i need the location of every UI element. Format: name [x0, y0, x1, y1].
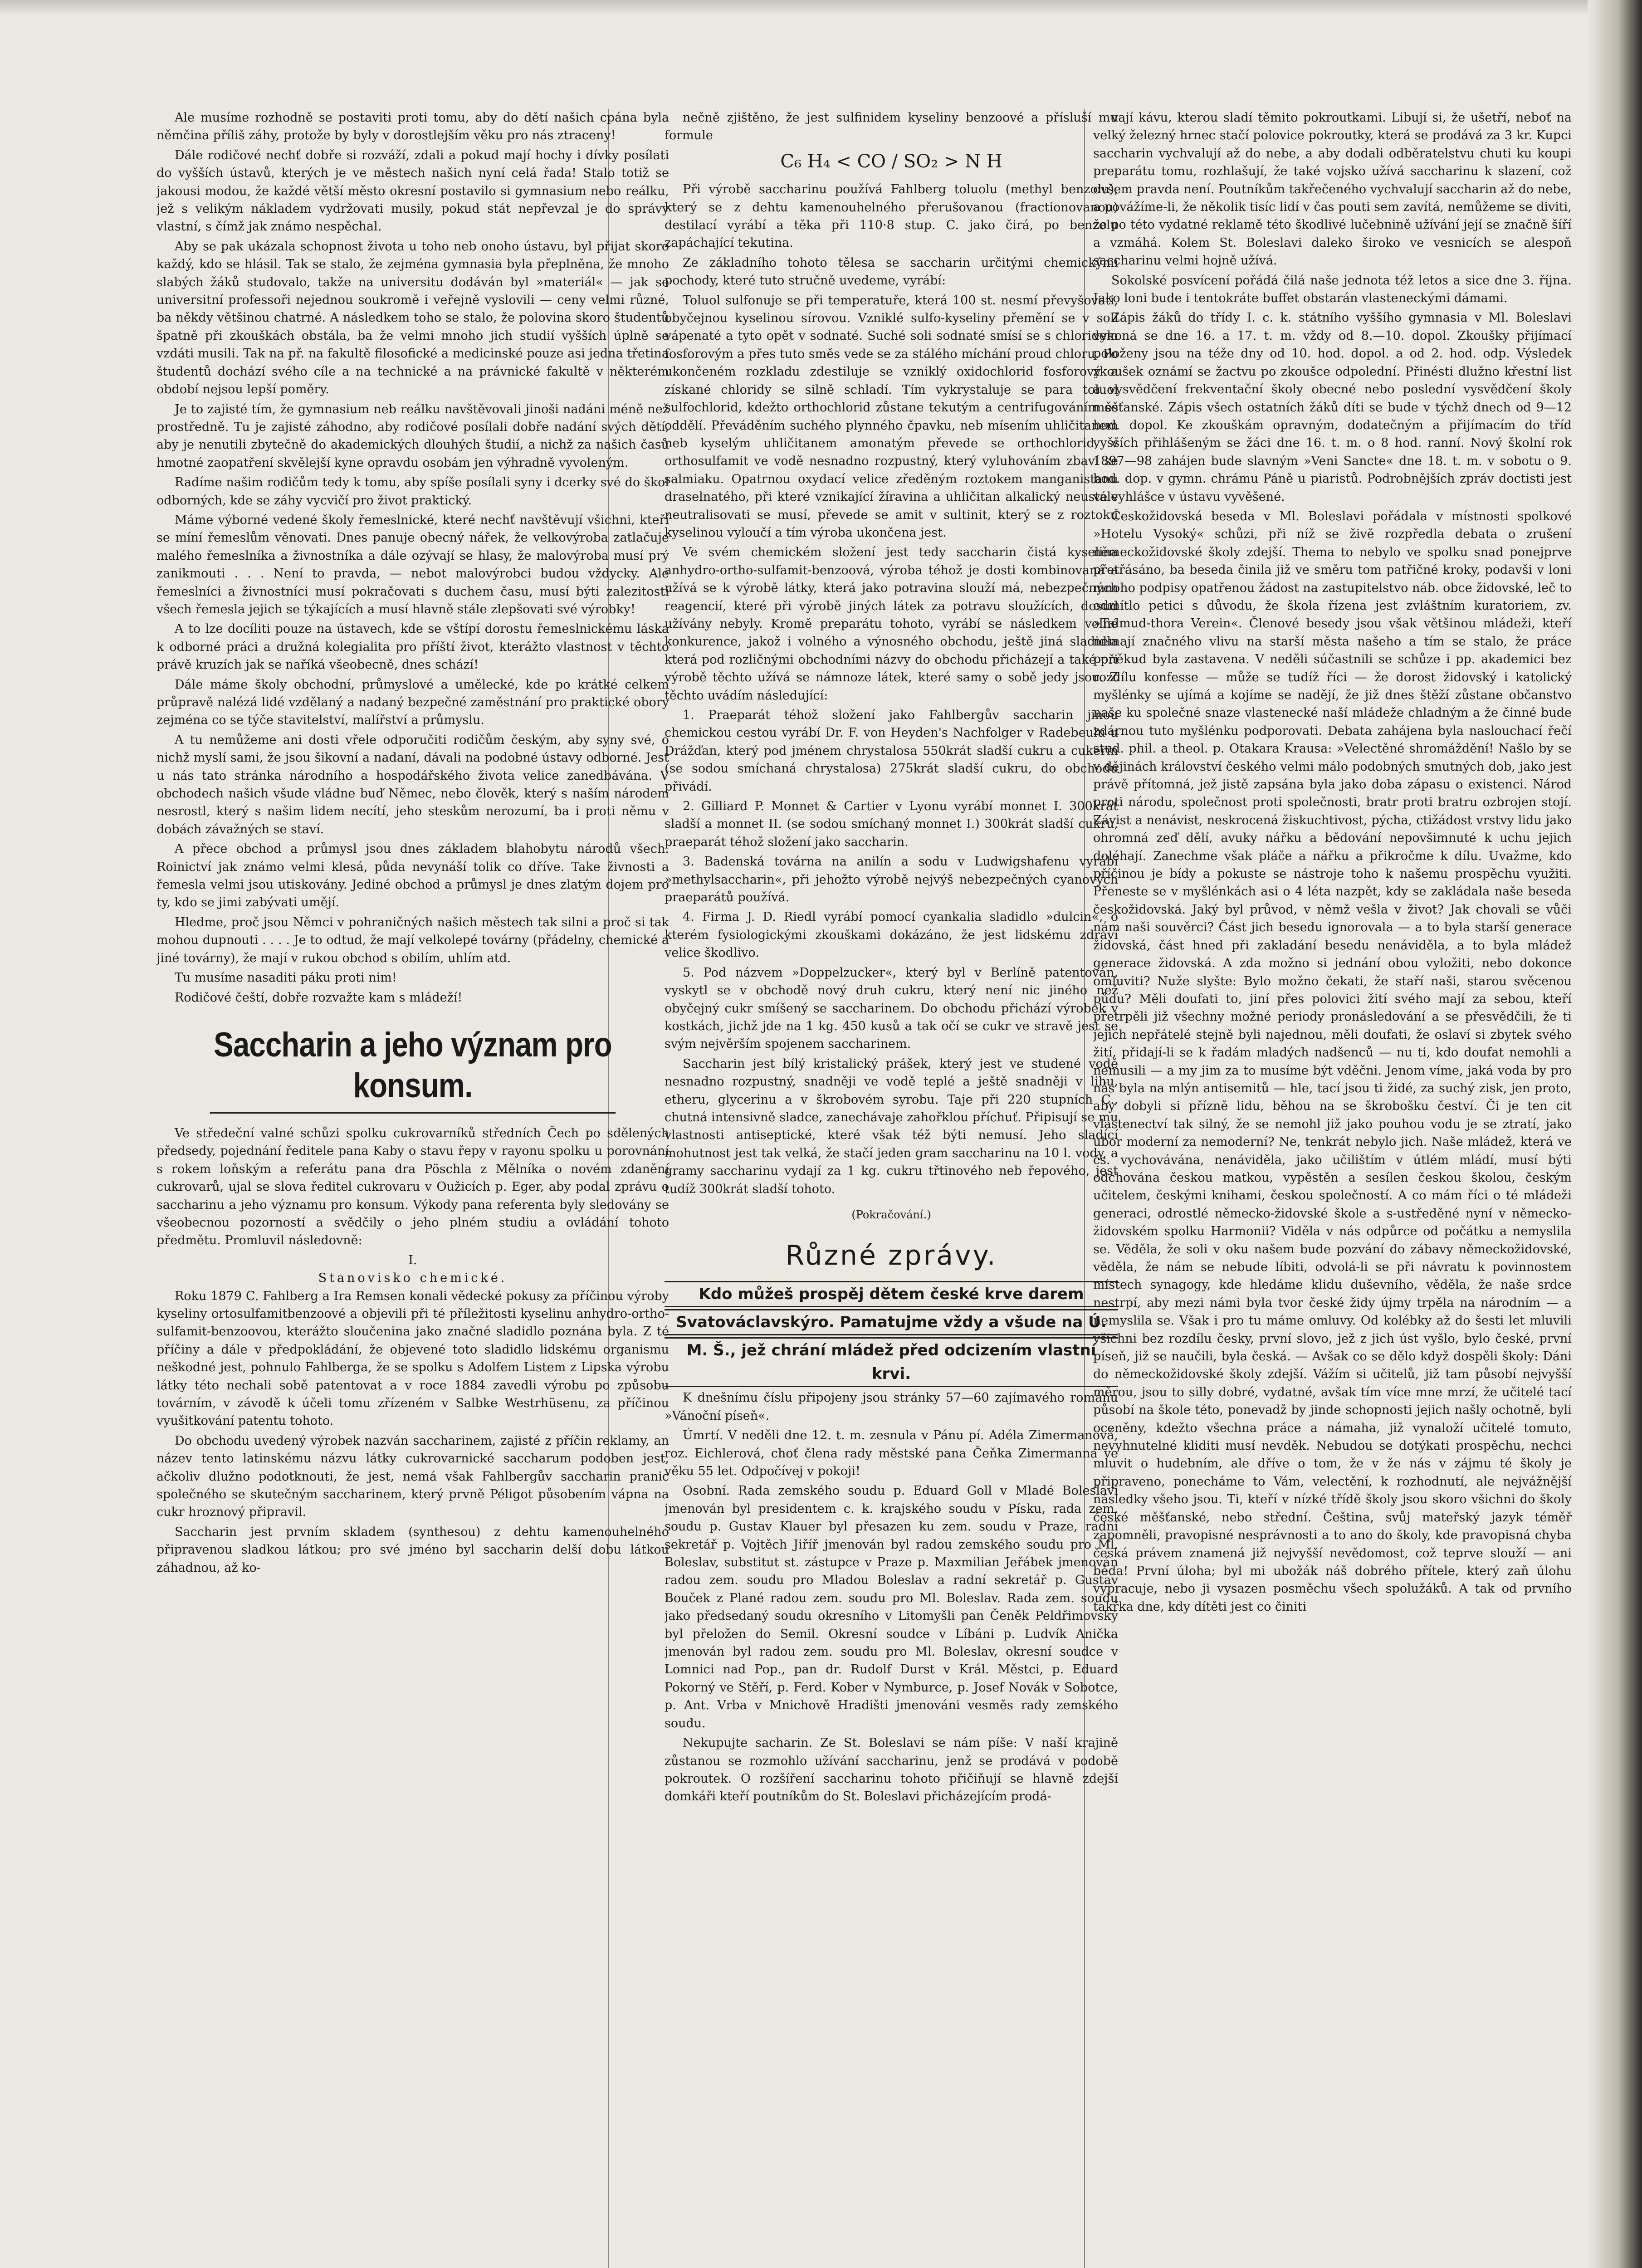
column-2-intro: [665, 109, 1118, 145]
paragraph: Ale musíme rozhodně se postaviti proti tomu, aby do dětí našich cpána byla němčina příliš záhy, protože by byly v dorostlejším věku pro nás ztraceny!: [156, 111, 669, 143]
paragraph: Českožidovská beseda v Ml. Boleslavi pořádala v místnosti spolkové »Hotelu Vysoký« schůzi, při níž se živě rozpředla debata o zrušení německožidovské školy zdejší. Thema to nebylo ve spolku snad ponejprve přetřásáno, ba beseda činila již ve směru tom patřičné kroky, podavši v loni mnoho podpisy opatřenou žádost na zastupitelstvo náb. obce židovské, leč to odmítlo petici s důvodu, že škola řízena jest zvláštním kuratoriem, zv. »Talmud-thora Verein«. Členové besedy jsou však většinou mládeži, kteří nemají značného vlivu na starší města našeho a tím se stalo, že práce poněkud byla zastavena. V neděli súčastnili se schůze i pp. akademici bez rozdílu konfesse — může se tudíž říci — že dorost židovský i katolický myšlénky se ujímá a kojíme se nadějí, že již dnes štěží zůstane občanstvo naše ku společné snaze vlastenecké naší mládeže chladným a že činné bude zdárnou tuto myšlénku podporovati. Debata zahájena byla naslouchací řečí stud. phil. a theol. p. Otakara Krausa: »Velectěné shromáždění! Našlo by se v dějinách království českého velmi málo podobných smutných dob, jako jest právě přítomná, jež jistě zapsána byla jako doba zápasu o existenci. Národ proti národu, společnost proti společnosti, bratr proti bratru ozbrojen stojí. Závist a nenávist, neskrocená žiskuchtivost, pýcha, ctižádost vrstvy lidu jako ohromná zeď dělí, avuky nářku a bědování nepovšimnuté k uchu jejich doléhají. Zanechme však pláče a nářku a přikročme k dílu. Uvažme, kdo příčinou je bídy a pokuste se nástroje toho k našemu prospěchu využiti. Přeneste se v myšlénkách asi o 4 léta nazpět, kdy se zakládala naše beseda českožidovská. Jaký byl průvod, v němž vešla v život? Jak chovali se vůči nám naši souvěrci? Část jich besedu ignorovala — a to byla starší generace židovská, část hned při zakladání besedu nenáviděla, a to byla mládež generace židovská. A zda možno si jednání obou vyložiti, nebo dokonce omluviti? Nuže slyšte: Bylo možno čekati, že staří naši, starou svěcenou půdu? Měli doufati to, jiní přes polovici žití svého mají za sebou, kteří přetrpěli již všechny možné periody pronásledování a se přesvědčili, že ti jejich nepřátelé stejně byli najednou, měli doufati, že oslaví si zbytek svého žití, přidají-li se k řadám mladých nadšenců — nu ti, kdo doufat nemohli a nemusili — a my jim za to musíme být vděčni. Jenom víme, jaká voda by pro nás byla na mlýn antisemitů — hle, tací jsou ti židé, za suchý zisk, jen proto, aby dobyli si přízně lidu, běhou na se škrobošku čeství. Či je ten cit vlastenectví tak silný, že se nemohl již jako pouhou vodu je se ztratí, jako ubor moderní za nemoderní? Ne, tenkrát nebylo jich. Naše mládež, která ve čs. vychovávána, nenáviděla, jako učilištím v útlém mládí, musí býti odchována českou matkou, vypěstěn a sesílen českou školou, českým učitelem, českými knihami, českou společností. A co mám říci o té mládeži generaci, odrostlé německo-židovské škole a s-ustředěné nyní v německo-židovském spolku Harmonii? Viděla v nás odpůrce od počátku a nemyslila se. Věděla, že soli v oku našem bude pozvání do zábavy německožidovské, věděla, že nám se nebude líbiti, odvolá-li se při návratu k povinnostem místech synagogy, kde hledáme klidu duševního, věděla, že naše srdce nestrpí, aby mezi námi byla tvor české židy újmy trpěla na národním — a nemyslila se. Však i pro tu máme omluvy. Od kolébky až do šesti let mluvili všichni bez rozdílu česky, první slovo, jež z jich úst vyšlo, bylo české, první píseň, již se naučili, byla česká. — Avšak co se dělo když dospěli školy: Dáni do německožidovské školy zdejší. Vážím si učitelů, již tam působí nejvyšší měrou, jsou to silly dobré, vydatné, avšak tím více mne mrzí, že učitelé tací působí na škole této, ponevadž by jinde schopnosti jejich našly ochotně, byli oceněny, kdežto všechna práce a námaha, již vynaloží učitelé tomuto, nevyhnutelné kliditi musí nevděk. Nebudou se dotýkati prospěchu, nechci mluvit o hudebním, ale dříve o tom, že v že nás v zájmu té školy je připraveno, ponecháme to Vám, velectění, k rozhodnutí, ale nejvážnější následky všeho jsou. Ti, kteří v nízké třídě školy jsou skoro všichni do školy české měšťanské, nebo střední. Čeština, svůj mateřský jazyk téměř zapomněli, pravopisné nesprávnosti a to ano do školy, kde pravopisná chyba česká právem znamená již nejvyšší nevědomost, což teprve slouží — ani běda! První úloha; byl mi ubožák náš dobrého přítele, který zaň úlohu vypracuje, nebo ji vysazen posměchu všech spolužáků. A tak od prvního takřka dne, kdy dítěti jest co činiti: [1093, 509, 1572, 1614]
banner-line: Kdo můžeš prospěj dětem české krve darem: [665, 1281, 1118, 1307]
paragraph: Dále máme školy obchodní, průmyslové a umělecké, kde po krátké celkem průpravě nalézá lidé vzdělaný a nadaný bezpečné zaměstnání pro praktické obory zejména co se týče stavitelství, malířství a průmyslu.: [156, 677, 669, 728]
paragraph: Při výrobě saccharinu používá Fahlberg toluolu (methyl benzolu), který se z dehtu kamenouhelného přerušovanou (fractionovanou) destilací vyrábí a těka při 110·8 stup. C. jako čirá, po benzolu zapáchající tekutina.: [665, 182, 1118, 250]
news-paragraphs: [665, 1389, 1118, 1805]
paragraph: A tu nemůžeme ani dosti vřele odporučiti rodičům českým, aby syny své, o nichž myslí sami, že jsou šikovní a nadaní, dávali na podobné ústavy odborné. Jest u nás tato stránka národního a hospodářského života velice zanedbávána. V obchodech našich všude vládne buď Němec, nebo člověk, který s naším národem nesrostl, který s našim lidem necítí, jeho steskům nerozumí, ba i proti němu v dobách závažných se staví.: [156, 733, 669, 836]
paragraph: A to lze docíliti pouze na ústavech, kde se vštípí dorostu řemeslnickému láska k odborné práci a družná kolegialita pro příští život, kterážto vlastnost v těchto právě kruzích jak se naříká všeobecně, dnes schází!: [156, 622, 669, 672]
paragraph: Je to zajisté tím, že gymnasium neb reálku navštěvovali jinoši nadáni méně než prostředně. Tu je zajisté záhodno, aby rodičové posílali dobře nadání svých dětí, aby je nenutili zbytečně do akademických dlouhých študií, a nichž za našich časů hmotné zaopatření skvělejší kyne opravdu osobám jen výhradně vyvoleným.: [156, 402, 669, 470]
paragraph: Hledme, proč jsou Němci v pohraničných našich městech tak silni a proč si tak mohou dupnouti . . . . Je to odtud, že mají velkolepé továrny (přádelny, chemické a jiné továrny), že mají v rukou obchod s obilím, uhlím atd.: [156, 915, 669, 965]
paragraph: Tu musíme nasaditi páku proti nim!: [175, 971, 397, 985]
paragraph: 5. Pod názvem »Doppelzucker«, který byl v Berlíně patentován, vyskytl se v obchodě nový druh cukru, který není nic jiného než obyčejný cukr smíšený se saccharinem. Do obchodu přichází výrobek v kostkách, jichž jde na 1 kg. 450 kusů a tak očí se cukr ve stravě jest se svým nejvěrším spojenem saccharinem.: [665, 965, 1118, 1051]
continued-note: (Pokračování.): [851, 1208, 931, 1221]
paragraph: vají kávu, kterou sladí těmito pokroutkami. Libují si, že ušetří, neboť na velký železný hrnec stačí polovice pokroutky, která se prodává za 3 kr. Kupci saccharin vychvalují až do nebe, a aby dodali odběratelstvu chuti ku koupi preparátu tomu, rozhlašují, že také vojsko užívá saccharinu k slazení, což ovšem pravda není. Poutníkům takřečeného vychvalují saccharin až do nebe, a povážíme-li, že několik tisíc lidí v čas pouti sem zavítá, nemůžeme se diviti, že po této vydatné reklamě této škodlivé lučebnině užívání její se značně šíří a vzmáhá. Kolem St. Boleslavi daleko široko ve vesnicích se alespoň saccharinu velmi hojně užívá.: [1093, 111, 1572, 268]
column-3-paragraphs: [1093, 109, 1572, 1616]
paragraph: Do obchodu uvedený výrobek nazván saccharinem, zajisté z příčin reklamy, an název tento latinskému názvu látky cukrovarnické saccharum podoben jest, ačkoliv dlužno podotknouti, že jest, nemá však Fahlbergův saccharin pranic společného se skutečným saccharinem, který prvně Péligot působením vápna na cukr hroznový připravil.: [156, 1433, 669, 1520]
paragraph: A přece obchod a průmysl jsou dnes základem blahobytu národů všech. Roinictví jak známo velmi klesá, půda nevynáší tolik co dříve. Take živnosti a řemesla velmi jsou utiskovány. Jediné obchod a průmysl je dnes zlatým dojem pro ty, kdo se jimi zabývati umějí.: [156, 842, 669, 910]
paragraph: Aby se pak ukázala schopnost života u toho neb onoho ústavu, byl přijat skoro každý, kdo se hlásil. Tak se stalo, že zejména gymnasia byla přeplněna, že mnoho slabých žáků studovalo, takže na universitu dodáván byl »materiál« — jak se universitní professoři nejednou soukromě i veřejně vyslovili — ceny velmi různé, ba někdy většinou chatrné. A následkem toho se stalo, že polovina skoro študentů špatně při zkouškách obstála, ba že velmi mnoho jich studií vyšších úplně se vzdáti musili. Tak na př. na fakultě filosofické a medicinské pouze asi jedna třetina študentů dochází svého cíle a na technické a na právnické fakultě v některém období nejsou lepší poměry.: [156, 239, 669, 397]
news-paragraph: Osobní. Rada zemského soudu p. Eduard Goll v Mladé Boleslavi jmenován byl presidentem c. k. krajského soudu v Písku, rada zem. soudu p. Gustav Klauer byl přesazen ku zem. soudu v Praze, radní sekretář p. Vojtěch Jiříř jmenován byl radou zemského soudu pro Ml. Boleslav, substitut st. zástupce v Praze p. Maxmilian Jeřábek jmenován radou zem. soudu pro Mladou Boleslav a radní sekretář p. Gustav Bouček z Plané radou zem. soudu pro Ml. Boleslav. Rada zem. soudu jako předsedaný soudu okresního v Litomyšli pan Čeněk Peldřimovský byl přeložen do Semil. Okresní soudce v Líbáni p. Ludvík Anička jmenován byl radou zem. soudu pro Ml. Boleslav, okresní soudce v Lomnici nad Pop., pan dr. Rudolf Durst v Král. Městci, p. Eduard Pokorný ve Stěří, p. Ferd. Kober v Nymburce, p. Josef Novák v Sobotce, p. Ant. Vrba v Mnichově Hradišti jmenováni vesměs rady zemského soudu.: [665, 1484, 1118, 1730]
paragraph: Sokolské posvícení pořádá čilá naše jednota též letos a sice dne 3. října. Jako loni bude i tentokráte buffet obstarán vlasteneckými dámami.: [1093, 273, 1572, 306]
section-paragraphs: [156, 1287, 669, 1577]
paragraph: 3. Badenská továrna na anilín a sodu v Ludwigshafenu vyrábí »methylsaccharin«, při jehožto výrobě nejvýš nebezpečných cyanových praeparátů používá.: [665, 855, 1118, 905]
paragraph: 1. Praeparát téhož složení jako Fahlbergův saccharin jinou chemickou cestou vyrábí Dr. F. von Heyden's Nachfolger v Radebeulu u Drážďan, který pod jménem chrystalosa 550krát sladší cukru a cukerin (se sodou smíchaná chrystalosa) 275krát sladší cukru, do obchodu přivádí.: [665, 708, 1118, 794]
paragraph: Rodičové čeští, dobře rozvažte kam s mládeží!: [175, 990, 463, 1005]
paragraph: Roku 1879 C. Fahlberg a Ira Remsen konali vědecké pokusy za příčinou výroby kyseliny ortosulfamitbenzoové a objevili při té příležitosti kyselinu anhydro-ortho-sulfamit-benzoovou, kterážto sloučenina jako značné sladidlo poznána byla. Z té příčiny a dále v předpokládání, že objevené toto sladidlo lidskému organismu neškodné jest, pohnulo Fahlberga, že se spolku s Adolfem Listem z Lipska výrobu látky této nechali sobě patentovat a v roce 1884 zavedli výrobu po způsobu továrním, v závodě k účeli tomu zřízeném v Salbke Westrhüsenu, za příčinou vyušitkování patentu tohoto.: [156, 1289, 669, 1428]
column-3: [1093, 109, 1572, 2268]
paragraph: nečně zjištěno, že jest sulfinidem kyseliny benzoové a přísluší mu formule: [665, 111, 1118, 143]
news-title: Různé zprávy.: [785, 1240, 997, 1272]
news-paragraph: K dnešnímu číslu připojeny jsou stránky 57—60 zajímavého románu »Vánoční píseň«.: [665, 1391, 1118, 1423]
paragraph: Radíme našim rodičům tedy k tomu, aby spíše posílali syny i dcerky své do škol odborných, kde se záhy vycvičí pro život praktický.: [156, 475, 669, 508]
banner-line: Svatováclavskýro. Pamatujme vždy a všude na Ú.: [665, 1309, 1118, 1335]
section-title: Stanovisko chemické.: [318, 1271, 508, 1286]
column-1-paragraphs: [156, 109, 669, 1007]
news-paragraph: Úmrtí. V neděli dne 12. t. m. zesnula v Pánu pí. Adéla Zimermanová, roz. Eichlerová, choť člena rady městské pana Čeňka Zimermanna ve věku 55 let. Odpočívej v pokoji!: [665, 1428, 1118, 1478]
news-paragraph: Nekupujte sacharin. Ze St. Boleslavi se nám píše: V naší krajině zůstanou se rozmohlo užívání saccharinu, jenž se prodává v podobě pokroutek. O rozšíření saccharinu tohoto přičiňují se hlavně zdejší domkáři kteří poutníkům do St. Boleslavi přicházejícím prodá-: [665, 1736, 1118, 1804]
paragraph: Zápis žáků do třídy I. c. k. státního vyššího gymnasia v Ml. Boleslavi vykoná se dne 16. a 17. t. m. vždy od 8.—10. dopol. Zkoušky přijímací položeny jsou na téže dny od 10. hod. dopol. a od 2. hod. odp. Výsledek zkoušek oznámí se žactvu po zkoušce odpolední. Přinésti dlužno křestní list a vysvědčení frekventační školy obecné nebo poslední vysvědčení školy měšťanské. Zápis všech ostatních žáků díti se bude v týchž dnech od 9—12 hod. dopol. Ke zkouškám opravným, dodatečným a přijímacím do tříd vyšších přihlášeným se žáci dne 16. t. m. o 8 hod. ranní. Nový školní rok 1897—98 zahájen bude slavným »Veni Sancte« dne 18. t. m. v sobotu o 9. hod. dop. v gymn. chrámu Páně u piaristů. Podrobnějších zpráv doctisti jest ve vyhlášce v ústavu vyvěšené.: [1093, 311, 1572, 504]
paragraph: Toluol sulfonuje se při temperatuře, která 100 st. nesmí převyšovati, obyčejnou kyselinou sírovou. Vzniklé sulfo-kyseliny přemění se v soli vápenaté a tyto opět v sodnaté. Suché soli sodnaté smísí se s chloridem fosforovým a přes tuto směs vede se za stálého míchání proud chloru. Po ukončeném rozkladu zdestiluje se vzniklý oxidochlorid fosforový a získané chloridy se silně schladí. Tím vykrystaluje se para toluol sulfochlorid, kdežto orthochlorid zůstane tekutým a centrifugováním se oddělí. Převáděním suchého plynného čpavku, neb mísením uhličitanem neb kyselým uhličitanem amonatým převede se orthochlorid, v orthosulfamit ve vodě nesnadno rozpustný, který vyluhováním zbaví se salmiaku. Opatrnou oxydací velice zředěným roztokem manganistanu draselnatého, při které vznikající žíravina a uhličitan alkalický neustále neutralisovati se musí, převede se amit v sultinit, který se z roztoku kyselinou vyloučí a tím výroba ukončena jest.: [665, 293, 1118, 540]
section-numeral: I.: [408, 1253, 417, 1267]
paragraph: Dále rodičové nechť dobře si rozváží, zdali a pokud mají hochy i dívky posílati do vyšších ústavů, kterých je ve městech našich nyní celá řada! Stalo totiž se jakousi modou, že každé větší město okresní postavilo si gymnasium nebo reálku, jež s velikým nákladem vydržovati musily, pokud stát nepřevzal je do správy vlastní, s čímž jak známo nespěchal.: [156, 148, 669, 234]
paragraph: Saccharin jest prvním skladem (synthesou) z dehtu kamenouhelného připravenou sladkou látkou; pro své jméno byl saccharin delší dobu látkou záhadnou, až ko-: [156, 1525, 669, 1575]
banner-line: M. Š., jež chrání mládež před odcizením vlastní krvi.: [665, 1337, 1118, 1387]
column-1: [156, 109, 669, 2268]
column-2-paragraphs: [665, 181, 1118, 1198]
paragraph: 4. Firma J. D. Riedl vyrábí pomocí cyankalia sladidlo »dulcin«, o kterém fysiologickými zkouškami dokázáno, že jest lidskému zdraví velice škodlivo.: [665, 910, 1118, 960]
paragraph: 2. Gilliard P. Monnet & Cartier v Lyonu vyrábí monnet I. 300krát sladší a monnet II. (se sodou smíchaný monnet I.) 300krát sladší cukru, praeparát téhož složení jako saccharin.: [665, 799, 1118, 849]
paragraph: Ze základního tohoto tělesa se saccharin určitými chemickými pochody, které tuto stručně uvedeme, vyrábí:: [665, 255, 1118, 288]
paragraph: Saccharin jest bílý kristalický prášek, který jest ve studené vodě nesnadno rozpustný, snadněji ve vodě teplé a ještě snadněji v lihu, etheru, glycerinu a v škrobovém syrobu. Taje při 220 stupních C., chutná intensivně sladce, zanechávaje zahořklou příchuť. Připisují se mu vlastnosti antiseptické, které však též býti nemusí. Jeho sladící mohutnost jest tak velká, že stačí jeden gram saccharinu na 10 l. vody, a gramy saccharinu vydají za 1 kg. cukru třtinového neb řepového, jest tudíž 300krát sladší tohoto.: [665, 1056, 1118, 1196]
scan-right-edge: [1588, 0, 1642, 2268]
column-2: [665, 109, 1118, 2268]
paragraph: Ve svém chemickém složení jest tedy saccharin čistá kyselina anhydro-ortho-sulfamit-benzoová, výroba téhož je dosti kombinovaná a užívá se k výrobě látky, která jako potravina slouží má, nebezpečných reagencií, které při výrobě jiných látek za potravu sloužících, dosud užívány nebyly. Kromě preparátu tohoto, vyrábí se následkem volné konkurence, jakož i volného a výnosného obchodu, ještě jiná sladidla která pod rozličnými obchodními názvy do obchodu přicházejí a také při výrobě těchto užívá se námnoze látek, které samy o sobě jedy jsou. Z těchto uvádím následující:: [665, 545, 1118, 703]
article-intro: Ve středeční valné schůzi spolku cukrovarníků středních Čech po sdělených předsedy, pojednání ředitele pana Kaby o stavu řepy v rayonu spolku u porovnání s rokem loňským a referátu pana dra Pöschla z Mělníka o novém zdanění cukrovarů, ujal se slova ředitel cukrovaru v Oužicích p. Eger, aby podal zprávu o saccharinu a jeho významu pro konsum. Výkody pana referenta byly sledovány se všeobecnou pozorností a svědčily o jeho plném studiu a ovládání tohoto předmětu. Promluvil následovně:: [156, 1126, 669, 1248]
banner: [665, 1281, 1118, 1387]
scan-top-edge: [0, 0, 1642, 15]
paragraph: Máme výborné vedené školy řemeslnické, které nechť navštěvují všichni, kteří se míní řemeslům věnovati. Dnes panuje obecný nářek, že velkovýroba zatlačuje malého řemeslníka a živnostníka a dále ozývají se hlasy, že malovýroba musí prý zanikmouti . . . Není to pravda, — nebot malovýrobci budou vždycky. Ale řemeslníci a živnostníci musí pokračovati s duchem času, musí býti zalezitostí všech řemesla jejich se týkajících a musí hlavně stále zlepšovati své výrobky!: [156, 513, 669, 616]
article-title: Saccharin a jeho význam pro konsum.: [192, 1025, 633, 1114]
chemical-formula: C₆ H₄ < CO / SO₂ > N H: [780, 151, 1002, 172]
